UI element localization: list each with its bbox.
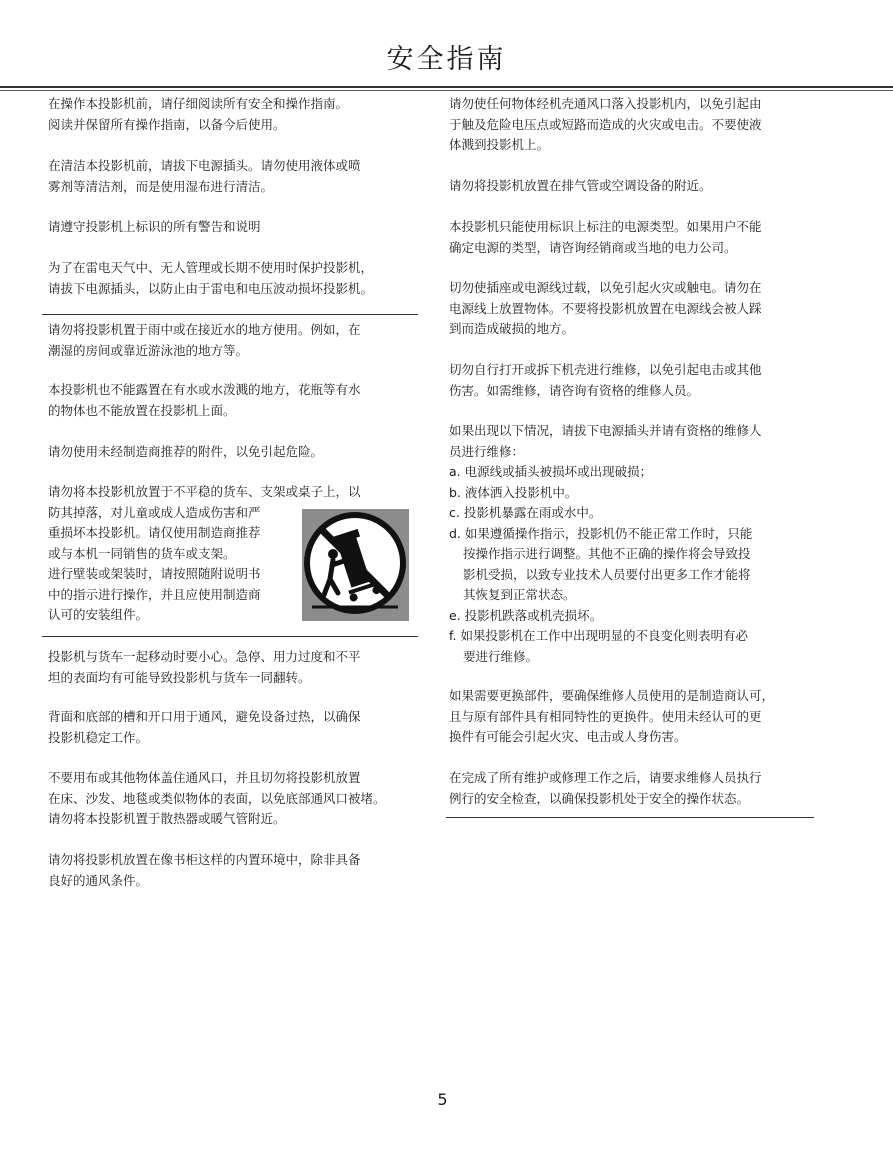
- left-paragraph: 本投影机也不能露置在有水或水泼溅的地方，花瓶等有水 的物体也不能放置在投影机上面。: [48, 382, 361, 418]
- left-paragraph: 请遵守投影机上标识的所有警告和说明: [48, 219, 261, 234]
- section-divider: [42, 636, 418, 637]
- left-paragraph: 请勿将投影机放置在像书柜这样的内置环境中，除非具备 良好的通风条件。: [48, 852, 361, 888]
- page-title: 安全指南: [386, 44, 507, 75]
- left-paragraph: 投影机与货车一起移动时要小心。急停、用力过度和不平 坦的表面均有可能导致投影机与货车一同翻转。: [48, 649, 361, 685]
- left-paragraph: 请勿将投影机置于雨中或在接近水的地方使用。例如，在 潮湿的房间或靠近游泳池的地方等。: [48, 322, 361, 358]
- section-divider: [446, 817, 814, 818]
- left-paragraph: 请勿将本投影机放置于不平稳的货车、支架或桌子上，以 防其掉落，对儿童或成人造成伤害和严 重损坏本投影机。请仅使用制造商推荐 或与本机一同销售的货车或支架。 进行壁装或架装时，请按照随附说明书 中的指示进行操作，并且应使用制造商 认可的安装组件。: [48, 484, 361, 622]
- right-paragraph: 在完成了所有维护或修理工作之后，请要求维修人员执行 例行的安全检查，以确保投影机处于安全的操作状态。: [449, 770, 762, 806]
- left-paragraph: 为了在雷电天气中、无人管理或长期不使用时保护投影机， 请拔下电源插头，以防止由于雷电和电压波动损坏投影机。: [48, 260, 374, 296]
- section-divider: [42, 314, 418, 315]
- cart-tipover-warning-icon: [302, 509, 409, 621]
- right-paragraph: 如果出现以下情况，请拔下电源插头并请有资格的维修人 员进行维修： a. 电源线或插头被损坏或出现破损； b. 液体洒入投影机中。 c. 投影机暴露在雨或水中。 d. 如果遵循操作指示，投影机仍不能正常工作时，只能 按操作指示进行调整。其他不正确的操作将会导致投 影机受损，以致专业技术人员要付出更多工作才能将 其恢复到正常状态。 e. 投影机跌落或机壳损坏。 f. 如果投影机在工作中出现明显的不良变化则表明有必 要进行维修。: [449, 423, 762, 664]
- title-rule-thin: [0, 90, 893, 91]
- right-paragraph: 切勿自行打开或拆下机壳进行维修，以免引起电击或其他 伤害。如需维修，请咨询有资格的维修人员。: [449, 362, 762, 398]
- left-paragraph: 背面和底部的槽和开口用于通风，避免设备过热，以确保 投影机稳定工作。: [48, 709, 361, 745]
- list-item: d. 如果遵循操作指示，投影机仍不能正常工作时，只能: [449, 525, 753, 541]
- list-item: a. 电源线或插头被损坏或出现破损；: [449, 464, 653, 479]
- right-paragraph: 请勿将投影机放置在排气管或空调设备的附近。: [449, 178, 712, 193]
- list-item: f. 如果投影机在工作中出现明显的不良变化则表明有必: [449, 628, 748, 643]
- title-rule: [0, 86, 893, 88]
- left-paragraph: 在操作本投影机前，请仔细阅读所有安全和操作指南。 阅读并保留所有操作指南，以备今后使用。: [48, 96, 349, 132]
- right-paragraph: 本投影机只能使用标识上标注的电源类型。如果用户不能 确定电源的类型，请咨询经销商或当地的电力公司。: [449, 219, 762, 255]
- right-paragraph: 如果需要更换部件，要确保维修人员使用的是制造商认可， 且与原有部件具有相同特性的更换件。使用未经认可的更 换件有可能会引起火灾、电击或人身伤害。: [449, 688, 775, 744]
- page-number: 5: [437, 1090, 448, 1109]
- left-paragraph: 不要用布或其他物体盖住通风口，并且切勿将投影机放置 在床、沙发、地毯或类似物体的表面，以免底部通风口被堵。 请勿将本投影机置于散热器或暖气管附近。: [48, 770, 386, 826]
- list-item: c. 投影机暴露在雨或水中。: [449, 505, 602, 520]
- list-item: e. 投影机跌落或机壳损坏。: [449, 607, 603, 623]
- left-paragraph: 在清洁本投影机前，请拔下电源插头。请勿使用液体或喷 雾剂等清洁剂，而是使用湿布进行清洁。: [48, 158, 361, 194]
- list-item: b. 液体洒入投影机中。: [449, 484, 578, 500]
- right-paragraph: 切勿使插座或电源线过载，以免引起火灾或触电。请勿在 电源线上放置物体。不要将投影机放置在电源线会被人踩 到而造成破损的地方。: [449, 280, 762, 336]
- left-paragraph: 请勿使用未经制造商推荐的附件，以免引起危险。: [48, 444, 324, 459]
- right-paragraph: 请勿使任何物体经机壳通风口落入投影机内，以免引起由 于触及危险电压点或短路而造成的火灾或电击。不要使液 体溅到投影机上。: [449, 96, 762, 152]
